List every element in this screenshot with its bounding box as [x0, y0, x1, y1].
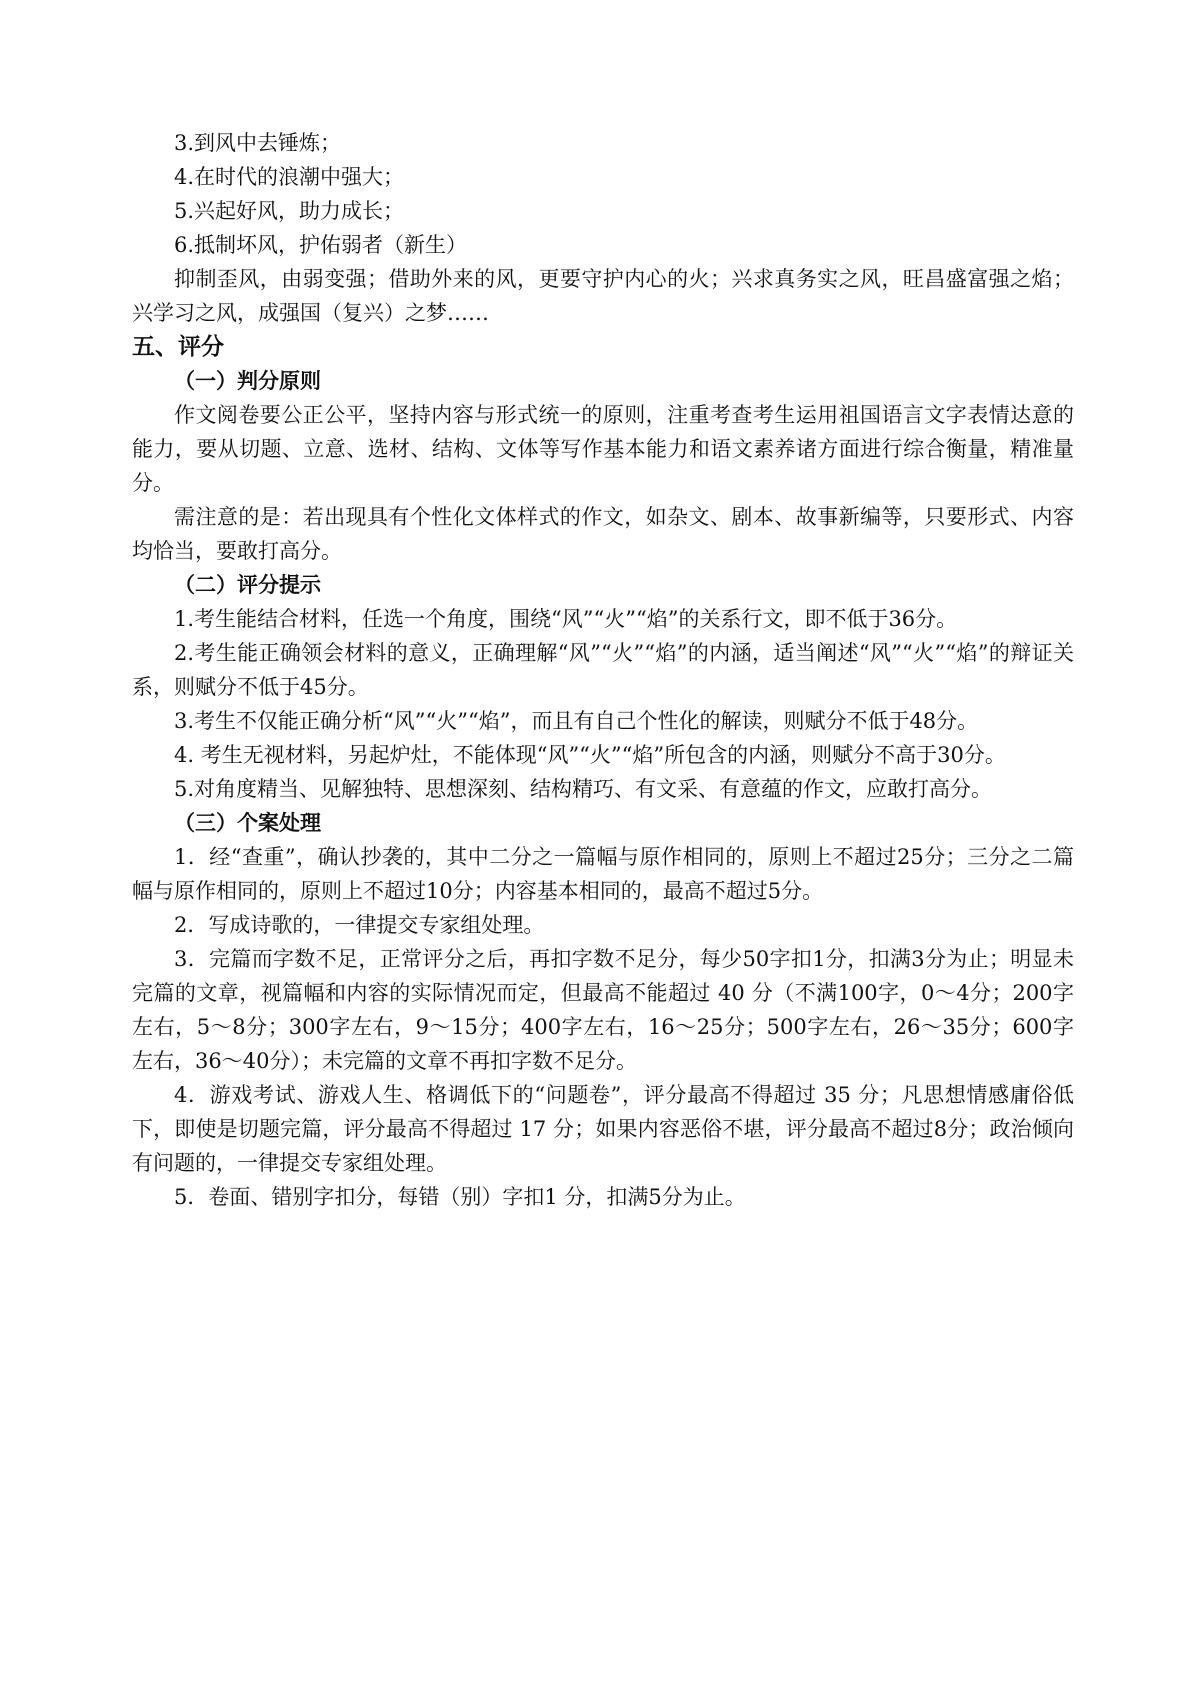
paragraph: 作文阅卷要公正公平，坚持内容与形式统一的原则，注重考查考生运用祖国语言文字表情达意的能力，要从切题、立意、选材、结构、文体等写作基本能力和语文素养诸方面进行综合衡量，精准量分。 — [132, 403, 1074, 495]
list-item: 4．游戏考试、游戏人生、格调低下的“问题卷”，评分最高不得超过 35 分；凡思想情感庸俗低下，即使是切题完篇，评分最高不得超过 17 分；如果内容恶俗不堪，评分最高不超过8分；政治倾向有问题的，一律提交专家组处理。 — [132, 1083, 1074, 1175]
list-item: 1．经“查重”，确认抄袭的，其中二分之一篇幅与原作相同的，原则上不超过25分；三分之二篇幅与原作相同的，原则上不超过10分；内容基本相同的，最高不超过5分。 — [132, 845, 1074, 903]
list-item: 5．卷面、错别字扣分，每错（别）字扣1 分，扣满5分为止。 — [174, 1185, 746, 1209]
list-item: 6.抵制坏风，护佑弱者（新生） — [174, 233, 468, 257]
list-item: 1.考生能结合材料，任选一个角度，围绕“风”“火”“焰”的关系行文，即不低于36分。 — [174, 607, 958, 631]
subsection-title-cases: （三）个案处理 — [174, 811, 321, 835]
summary-paragraph: 抑制歪风，由弱变强；借助外来的风，更要守护内心的火；兴求真务实之风，旺昌盛富强之焰；兴学习之风，成强国（复兴）之梦…… — [132, 267, 1074, 325]
list-item: 3．完篇而字数不足，正常评分之后，再扣字数不足分，每少50字扣1分，扣满3分为止；明显未完篇的文章，视篇幅和内容的实际情况而定，但最高不能超过 40 分（不满100字，0～4分；200字左右，5～8分；300字左右，9～15分；400字左右，16～25分；500字左右，26～35分；600字左右，36～40分）；未完篇的文章不再扣字数不足分。 — [132, 947, 1074, 1073]
list-item: 2．写成诗歌的，一律提交专家组处理。 — [174, 913, 545, 937]
list-item: 2.考生能正确领会材料的意义，正确理解“风”“火”“焰”的内涵，适当阐述“风”“火”“焰”的辩证关系，则赋分不低于45分。 — [132, 641, 1074, 699]
section-title-scoring: 五、评分 — [132, 334, 224, 360]
list-item: 4. 考生无视材料，另起炉灶，不能体现“风”“火”“焰”所包含的内涵，则赋分不高于30分。 — [174, 743, 1006, 767]
list-item: 4.在时代的浪潮中强大； — [174, 165, 405, 189]
list-item: 3.考生不仅能正确分析“风”“火”“焰”，而且有自己个性化的解读，则赋分不低于48分。 — [174, 709, 979, 733]
list-item: 3.到风中去锤炼； — [174, 131, 342, 155]
list-item: 5.对角度精当、见解独特、思想深刻、结构精巧、有文采、有意蕴的作文，应敢打高分。 — [174, 777, 993, 801]
document-body — [132, 126, 1074, 1214]
paragraph: 需注意的是：若出现具有个性化文体样式的作文，如杂文、剧本、故事新编等，只要形式、内容均恰当，要敢打高分。 — [132, 505, 1074, 563]
subsection-title-principles: （一）判分原则 — [174, 369, 321, 393]
list-item: 5.兴起好风，助力成长； — [174, 199, 405, 223]
subsection-title-tips: （二）评分提示 — [174, 573, 321, 597]
